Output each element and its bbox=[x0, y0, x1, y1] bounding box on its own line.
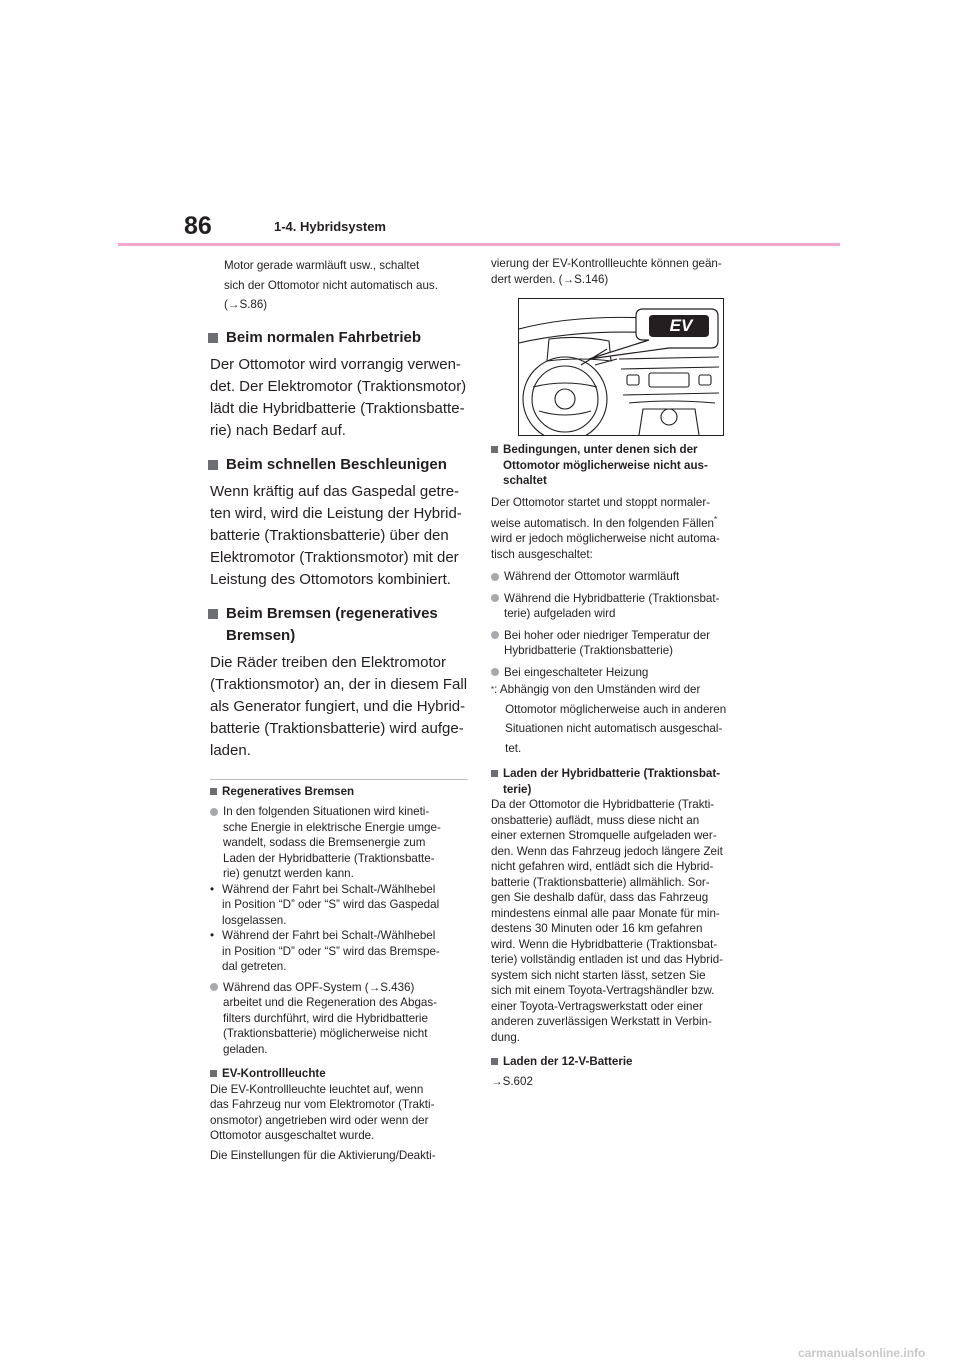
text-line: Motor gerade warmläuft usw., schaltet bbox=[224, 259, 420, 272]
square-bullet-icon bbox=[210, 788, 217, 795]
text-line: lädt die Hybridbatterie (Traktionsbatte- bbox=[210, 399, 465, 417]
text-line: als Generator fungiert, und die Hybrid- bbox=[210, 697, 466, 715]
text-line: Da der Ottomotor die Hybridbatterie (Trakti- bbox=[491, 798, 715, 812]
text-line: wird. Wenn die Hybridbatterie (Traktionsbat- bbox=[491, 937, 718, 951]
circle-bullet-icon bbox=[210, 983, 218, 991]
text-line: Der Ottomotor wird vorrangig verwen- bbox=[210, 355, 461, 373]
text-line: ten wird, wird die Leistung der Hybrid- bbox=[210, 504, 462, 522]
square-bullet-icon bbox=[491, 446, 498, 453]
footnote: * : Abhängig von den Umständen wird der Ottomotor möglicherweise auch in anderen Situationen nicht automatisch ausgeschal- tet. bbox=[491, 683, 727, 755]
text-line: batterie (Traktionsbatterie) wird aufge- bbox=[210, 719, 464, 737]
text-line: rie) nach Bedarf auf. bbox=[210, 421, 346, 439]
text-line: batterie (Traktionsbatterie) allmählich. Sor- bbox=[491, 875, 710, 889]
text-line: laden. bbox=[210, 741, 251, 759]
text-line: gen Sie deshalb dafür, dass das Fahrzeug bbox=[491, 891, 709, 905]
text-line: sich der Ottomotor nicht automatisch aus. bbox=[224, 278, 438, 292]
text-line: dert werden. (→S.146) bbox=[491, 272, 609, 286]
text-line: Die Räder treiben den Elektromotor bbox=[210, 653, 446, 671]
list-item: Bei eingeschalteter Heizung bbox=[491, 665, 749, 681]
text-line: sich mit einem Toyota-Vertragshändler bzw. bbox=[491, 984, 715, 998]
square-bullet-icon bbox=[491, 1058, 498, 1065]
list-item: Während der Ottomotor warmläuft bbox=[491, 569, 749, 585]
text-line: Die EV-Kontrollleuchte leuchtet auf, wenn bbox=[210, 1082, 424, 1096]
circle-bullet-icon bbox=[491, 594, 499, 602]
header-rule bbox=[118, 243, 840, 246]
list-item: Während die Hybridbatterie (Traktionsbat- terie) aufgeladen wird bbox=[491, 591, 749, 622]
note-heading: Laden der Hybridbatterie (Traktionsbat- terie) bbox=[491, 766, 749, 797]
text-line: weise automatisch. In den folgenden Fällen* bbox=[491, 515, 718, 530]
section-heading: Beim schnellen Beschleunigen bbox=[208, 454, 468, 476]
list-item: Während das OPF-System (→S.436) arbeitet und die Regeneration des Abgas- filters durchführt, wird die Hybridbatterie (Traktionsbatterie) möglicherweise nicht geladen. bbox=[210, 980, 468, 1058]
text-line: onsbatterie) auflädt, muss diese nicht an bbox=[491, 813, 700, 827]
square-bullet-icon bbox=[208, 460, 218, 470]
sub-bullet: • bbox=[210, 929, 215, 942]
text-line: terie) vollständig entladen ist und das Hybrid- bbox=[491, 953, 723, 967]
text-line: Ottomotor ausgeschaltet wurde. bbox=[210, 1129, 375, 1142]
text-line: wird er jedoch möglicherweise nicht automa- bbox=[491, 532, 720, 546]
right-column bbox=[491, 256, 749, 1089]
circle-bullet-icon bbox=[491, 668, 499, 676]
text-line: vierung der EV-Kontrollleuchte können geän- bbox=[491, 257, 722, 270]
section-heading: Beim normalen Fahrbetrieb bbox=[208, 327, 468, 349]
page-number: 86 bbox=[184, 212, 212, 240]
text-line: anderen zuverlässigen Werkstatt in Verbin- bbox=[491, 1015, 712, 1029]
note-heading: Bedingungen, unter denen sich der Ottomotor möglicherweise nicht aus- schaltet bbox=[491, 442, 749, 489]
text-line: (Traktionsmotor) an, der in diesem Fall bbox=[210, 675, 468, 693]
page-reference: →S.602 bbox=[491, 1074, 533, 1088]
ev-badge: EV bbox=[669, 316, 693, 335]
text-line: den. Wenn das Fahrzeug jedoch längere Zeit bbox=[491, 844, 723, 858]
note-heading: Regeneratives Bremsen bbox=[210, 784, 468, 800]
text-line: Leistung des Ottomotors kombiniert. bbox=[210, 570, 451, 588]
text-line: batterie (Traktionsbatterie) über den bbox=[210, 526, 449, 544]
text-line: das Fahrzeug nur vom Elektromotor (Trakti- bbox=[210, 1098, 435, 1111]
text-line: det. Der Elektromotor (Traktionsmotor) bbox=[210, 377, 467, 395]
sub-list-item: • Während der Fahrt bei Schalt-/Wählhebel in Position “D” oder “S” wird das Gaspedal losgelassen. bbox=[210, 882, 440, 927]
footnote-marker: * bbox=[714, 515, 718, 524]
square-bullet-icon bbox=[210, 1070, 217, 1077]
list-item: In den folgenden Situationen wird kineti- sche Energie in elektrische Energie umge- wandelt, sodass die Bremsenergie zum Laden der Hybridbatterie (Traktionsbatte- rie) genutzt werden kann. bbox=[210, 804, 468, 882]
circle-bullet-icon bbox=[491, 573, 499, 581]
note-heading: Laden der 12-V-Batterie bbox=[491, 1054, 749, 1070]
square-bullet-icon bbox=[208, 609, 218, 619]
circle-bullet-icon bbox=[491, 631, 499, 639]
charging-paragraph bbox=[491, 797, 749, 1045]
text-line: (→S.86) bbox=[224, 298, 268, 311]
text-line: Elektromotor (Traktionsmotor) mit der bbox=[210, 548, 459, 566]
section-heading: Beim Bremsen (regeneratives Bremsen) bbox=[208, 603, 468, 647]
text-line: einer externen Stromquelle aufgeladen wer- bbox=[491, 829, 717, 843]
circle-bullet-icon bbox=[210, 808, 218, 816]
text-line: mindestens einmal alle paar Monate für min- bbox=[491, 906, 720, 920]
text-line: Der Ottomotor startet und stoppt normaler- bbox=[491, 495, 711, 509]
left-column bbox=[210, 256, 468, 1163]
text-line: Die Einstellungen für die Aktivierung/Deakti- bbox=[210, 1148, 436, 1162]
list-item: Bei hoher oder niedriger Temperatur der Hybridbatterie (Traktionsbatterie) bbox=[491, 628, 749, 659]
text-line: einer Toyota-Vertragswerkstatt oder einer bbox=[491, 999, 703, 1013]
watermark: carmanualsonline.info bbox=[798, 1346, 926, 1360]
square-bullet-icon bbox=[491, 770, 498, 777]
text-line: onsmotor) angetrieben wird oder wenn der bbox=[210, 1113, 429, 1127]
section-title: 1-4. Hybridsystem bbox=[274, 219, 386, 234]
sub-bullet: • bbox=[210, 882, 215, 896]
text-line: Wenn kräftig auf das Gaspedal getre- bbox=[210, 482, 460, 500]
text-line: tisch ausgeschaltet: bbox=[491, 547, 593, 561]
text-line: nicht gefahren wird, entlädt sich die Hybrid- bbox=[491, 860, 714, 874]
text-line: dung. bbox=[491, 1030, 521, 1044]
square-bullet-icon bbox=[208, 333, 218, 343]
note-heading: EV-Kontrollleuchte bbox=[210, 1066, 468, 1082]
text-line: system sich nicht starten lässt, setzen Sie bbox=[491, 968, 706, 982]
text-line: destens 30 Minuten oder 16 km gefahren bbox=[491, 922, 703, 936]
sub-list-item: • Während der Fahrt bei Schalt-/Wählhebel in Position “D” oder “S” wird das Bremspe- dal getreten. bbox=[210, 929, 440, 973]
intro-paragraph bbox=[210, 256, 468, 315]
dashboard-figure bbox=[518, 298, 724, 436]
